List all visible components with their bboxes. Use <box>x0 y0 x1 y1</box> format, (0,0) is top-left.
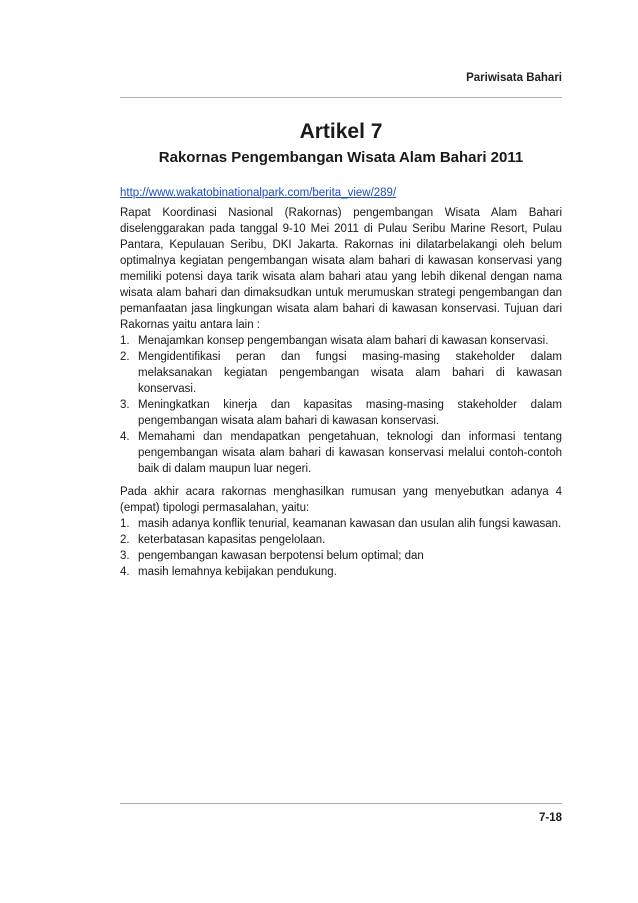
list-number: 2. <box>120 534 130 546</box>
article-subtitle: Rakornas Pengembangan Wisata Alam Bahari 2011 <box>158 149 524 166</box>
list-text: Meningkatkan kinerja dan kapasitas masing-masing stakeholder dalam pengembangan wisata alam bahari di kawasan konservasi. <box>138 399 562 427</box>
intro-paragraph: Rapat Koordinasi Nasional (Rakornas) pengembangan Wisata Alam Bahari diselenggarakan pada tanggal 9-10 Mei 2011 di Pulau Seribu Marine Resort, Pulau Pantara, Kepulauan Seribu, DKI Jakarta. Rakornas ini dilatarbelakangi oleh belum optimalnya kegiatan pengembangan wisata alam bahari di kawasan konservasi yang memiliki potensi daya tarik wisata alam bahari atau yang lebih dikenal dengan nama wisata alam bahari dan dimaksudkan untuk merumuskan strategi pengembangan dan pemanfaatan jasa lingkungan wisata alam bahari di kawasan konservasi. Tujuan dari Rakornas yaitu antara lain : <box>120 207 562 331</box>
list-number: 3. <box>120 550 130 562</box>
source-link[interactable]: http://www.wakatobinationalpark.com/berita_view/289/ <box>120 187 397 199</box>
list-text: Mengidentifikasi peran dan fungsi masing-masing stakeholder dalam melaksanakan kegiatan pengembangan wisata alam bahari di kawasan konservasi. <box>138 351 562 395</box>
list-number: 3. <box>120 399 130 411</box>
list-number: 1. <box>120 335 130 347</box>
problems-list <box>120 516 562 580</box>
list-item <box>120 564 562 580</box>
list-text: masih adanya konflik tenurial, keamanan kawasan dan usulan alih fungsi kawasan. <box>138 518 562 530</box>
list-item <box>120 548 562 564</box>
goals-list <box>120 333 562 477</box>
list-item <box>120 397 562 429</box>
article-body <box>120 185 562 580</box>
footer-divider <box>120 803 562 804</box>
header-divider <box>120 97 562 98</box>
list-item <box>120 429 562 477</box>
result-paragraph: Pada akhir acara rakornas menghasilkan rumusan yang menyebutkan adanya 4 (empat) tipologi permasalahan, yaitu: <box>120 486 562 514</box>
list-item <box>120 349 562 397</box>
list-item <box>120 532 562 548</box>
list-item <box>120 516 562 532</box>
list-number: 2. <box>120 351 130 363</box>
list-text: keterbatasan kapasitas pengelolaan. <box>138 534 326 546</box>
article-label: Artikel 7 <box>299 120 383 143</box>
running-header: Pariwisata Bahari <box>466 72 562 84</box>
list-text: masih lemahnya kebijakan pendukung. <box>138 566 337 578</box>
list-number: 4. <box>120 431 130 443</box>
list-text: pengembangan kawasan berpotensi belum optimal; dan <box>138 550 424 562</box>
list-text: Menajamkan konsep pengembangan wisata alam bahari di kawasan konservasi. <box>138 335 549 347</box>
list-text: Memahami dan mendapatkan pengetahuan, teknologi dan informasi tentang pengembangan wisata alam bahari di kawasan konservasi melalui contoh-contoh baik di dalam maupun luar negeri. <box>138 431 562 475</box>
list-item <box>120 333 562 349</box>
list-number: 4. <box>120 566 130 578</box>
page-number: 7-18 <box>538 812 562 824</box>
list-number: 1. <box>120 518 130 530</box>
